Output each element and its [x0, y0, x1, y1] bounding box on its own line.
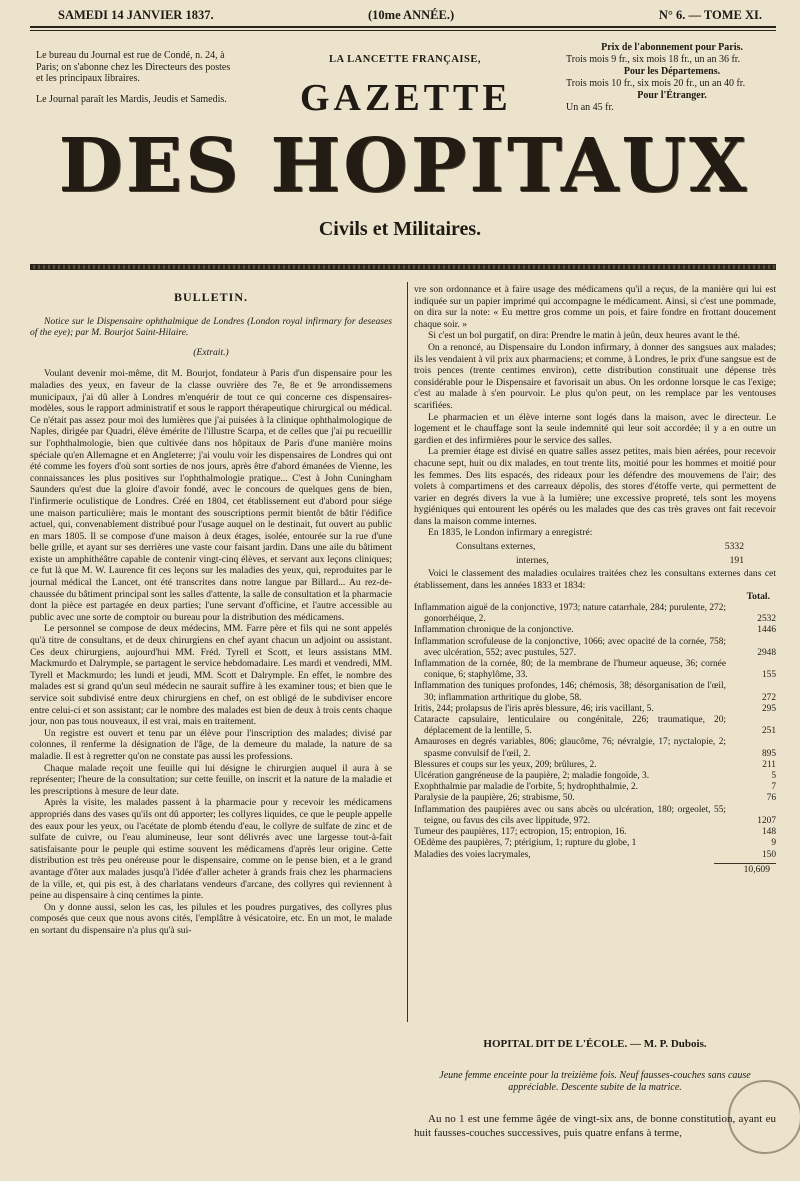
disease-label: OEdème des paupières, 7; ptérigium, 1; rupture du globe, 1 [414, 838, 637, 849]
disease-count: 251 [761, 726, 776, 737]
article-paragraph: On a renoncé, au Dispensaire du London infirmary, à donner des sangsues aux malades; ils les vendaient à vil prix aux pharmaciens; et comme, à Londres, le prix d'une sangsue est de trois pences (trente centimes environ), cette distribution constituait une dépense très considérable pour le Dispensaire et favorisait un abus. On les ordonne lorsque le cas l'exige; c'est au malade à s'en pourvoir. Le plus qu'on peut, on les remplace par les ventouses scarifiées. [414, 341, 776, 411]
article-paragraph: vre son ordonnance et à faire usage des médicamens qu'il a reçus, de la manière qui lui est indiquée sur un papier imprimé qui accompagne le médicament. Ainsi, si c'est une pommade, on dira sur la note: « Eu mettre gros comme un pois, et faire fondre en frottant doucement chaque soir. » [414, 284, 776, 330]
notice-title: Notice sur le Dispensaire ophthalmique de Londres (London royal infirmary for deseases of the eye); par M. Bourjot Saint-Hilaire. [30, 315, 392, 339]
extrait-label: (Extrait.) [193, 346, 229, 358]
disease-label: Inflammation chronique de la conjonctive. [414, 625, 574, 636]
disease-count: 211 [762, 759, 776, 770]
price-paris-heading: Prix de l'abonnement pour Paris. [601, 42, 743, 53]
disease-label: Ulcération gangréneuse de la paupière, 2; maladie fongoïde, 3. [414, 771, 650, 782]
table-row [414, 827, 776, 838]
table-row [414, 603, 776, 625]
publication-days: Le Journal paraît les Mardis, Jeudis et Samedis. [36, 93, 227, 105]
table-row [414, 737, 776, 759]
office-info [36, 50, 232, 114]
newspaper-title: DES HOPITAUX [58, 123, 750, 209]
disease-label: Iritis, 244; prolapsus de l'iris après blessure, 46; iris vacillant, 5. [414, 703, 654, 714]
disease-count: 272 [761, 692, 776, 703]
internes-label: internes, [516, 554, 549, 566]
disease-count: 5 [771, 771, 776, 782]
disease-label: Inflammation aiguë de la conjonctive, 1973; nature catarrhale, 284; purulente, 272; gonorrhéique, 2. [414, 603, 726, 625]
table-row [414, 625, 776, 636]
table-row [414, 681, 776, 703]
registration-table [414, 539, 776, 568]
hopital-subheading: Jeune femme enceinte pour la treizième fois. Neuf fausses-couches sans cause appréciable. Descente subite de la matrice. [439, 1070, 751, 1093]
article-paragraph: Le personnel se compose de deux médecins, MM. Farre père et fils qui ne sont appelés qu'à titre de consultans, et de deux chirurgiens en chef ayant chacun un adjoint ou assistant. Ces deux chirurgiens, aujourd'hui MM. Fréd. Tyrell et Scott, et leurs assistans MM. Mackmurdo et Dalrymple, se partagent le service hebdomadaire. Les mardi et vendredi, MM. Tyrell et Mackmurdo; les lundi et jeudi, MM. Scott et Dalrymple. En effet, le nombre des malades est si grand qu'un seul médecin ne saurait suffire à les examiner tous; et bien que le service soit subdivisé entre deux chirurgiens en chef, on est obligé de le subdiviser encore entre celui-ci et son assistant; car le nombre des malades est bien de deux à trois cents chaque jour, non pas tous nouveaux, il est vrai, mais en traitement. [30, 623, 392, 728]
article-paragraph: Le pharmacien et un élève interne sont logés dans la maison, avec le directeur. Le logement et le chauffage sont la seule indemnité qui leur soit accordée; il y a en outre un gardien et des infirmières pour le service des salles. [414, 411, 776, 446]
disease-count: 76 [766, 793, 776, 804]
disease-label: Amauroses en degrés variables, 806; glaucôme, 76; névralgie, 17; nyctalopie, 2; spasme convulsif de l'œil, 2. [414, 737, 726, 759]
price-etranger: Un an 45 fr. [566, 102, 614, 113]
dateline [30, 6, 770, 26]
disease-count: 295 [761, 703, 776, 714]
hopital-text [414, 1112, 776, 1140]
disease-count: 155 [761, 670, 776, 681]
article-paragraph: Voici le classement des maladies oculaires traitées chez les consultans externes dans cet établissement, dans les années 1833 et 1834: [414, 568, 776, 591]
table-row [416, 541, 774, 553]
disease-label: Paralysie de la paupière, 26; strabisme, 50. [414, 793, 575, 804]
article-paragraph: En 1835, le London infirmary a enregistré: [428, 527, 593, 539]
table-row [414, 760, 776, 771]
table-row [414, 850, 776, 861]
left-column [30, 284, 392, 936]
consultans-externes-value: 5332 [724, 541, 744, 553]
article-paragraph: Chaque malade reçoit une feuille qui lui désigne le chirurgien auquel il aura à se représenter; l'heure de la consultation; sur cette feuille, on inscrit et la nature de la maladie et les prescriptions à mesure de leur date. [30, 762, 392, 797]
library-stamp [728, 1080, 800, 1154]
issue-year: (10me ANNÉE.) [368, 8, 455, 22]
article-paragraph: Après la visite, les malades passent à la pharmacie pour y recevoir les médicamens appropriés dans des vases qu'ils ont dû apporter; les collyres liquides, ce que le peuple appelle des eaux pour les yeux, ou l'acétate de plomb étendu d'eau, le collyre de sulfate de zinc et de sulfate de cuivre, ou l'eau alumineuse, leur sont délivrés avec une largesse tout-à-fait satisfaisante pour le peuple qui estime souvent les médicamens d'après leur origine. Cette distribution est très peu onéreuse pour le dispensaire, comme on le pense bien, et a le grand avantage d'ôter aux malades jusqu'à l'idée d'aller acheter à grands frais chez les pharmaciens de la ville, et, qui pis est, à des charlatans vendeurs d'arcane, des collyres qui reviennent à peine au dispensaire à cinq centimes la pinte. [30, 797, 392, 902]
hopital-heading: HOPITAL DIT DE L'ÉCOLE. — M. P. Dubois. [483, 1038, 707, 1050]
column-divider [407, 282, 408, 1022]
price-etranger-heading: Pour l'Étranger. [637, 90, 707, 101]
disease-label: Blessures et coups sur les yeux, 209; brûlures, 2. [414, 759, 597, 770]
disease-label: Inflammation des tuniques profondes, 146; chémosis, 38; désorganisation de l'œil, 30; inflammation arthritique du globe, 58. [414, 681, 726, 703]
disease-count: 148 [761, 827, 776, 838]
table-row [414, 637, 776, 659]
disease-count: 1207 [757, 815, 776, 826]
article-paragraph: Voulant devenir moi-même, dit M. Bourjot, fondateur à Paris d'un dispensaire pour les maladies des yeux, en faveur de la classe ouvrière des 7e, 8e et 9e arrondissemens municipaux, j'ai dû aller à Londres m'enquérir de tout ce qui concerne ces dispensaires-modèles, sous le rapport administratif et sous le rapport thérapeutique chirurgical ou médical. Ce n'était pas assez pour moi des lumières que j'ai puisées à la clinique ophthalmologique de Naples, dirigée par Quadri, élève émérite de l'illustre Scarpa, et de celles que j'ai pu recueillir sur l'ophthalmologie, bien que cultivée dans nos hôpitaux de Paris d'une manière moins spéciale qu'en Allemagne et en Angleterre; j'ai voulu voir les dispensaires de Londres qui ont été comme les foyers d'où sont sorties de nos jours, après être d'abord émanées de Vienne, les connaissances les plus positives sur l'ophthalmologie pratique... C'est à John Cuningham Saunders qu'est due la gloire d'avoir fondé, avec le concours de quelques gens de bien, l'infirmerie oculistique de Londres. Créé en 1804, cet établissement eut d'abord pour siége une maison particulière; mais le montant des souscriptions permit bientôt de bâtir l'édifice actuel, qui, convenablement distribué pour l'usage auquel on le destinait, fut ouvert au public en mars 1805. Il se compose d'une maison à deux étages, isolée, entourée sur la rue d'une belle grille, et ayant sur ses derrières une vaste cour faisant jardin. Dans une aile du bâtiment existe un amphithéâtre capable de contenir vingt-cinq élèves, et servant aux leçons cliniques; ce fut là que M. W. Laurence fit ces leçons sur les maladies des yeux, qui, reproduites par le journal médical the Lancet, ont été transcrites dans notre langue par Billard... Au rez-de-chaussée du bâtiment principal sont les salles d'attente, la salle de consultation et la pharmacie dont la pièce est partagée en deux parties; l'une servant d'officine, et l'autre accessible au public avec une sorte de comptoir ou bureau pour la distribution des médicamens. [30, 368, 392, 623]
lancette-heading: LA LANCETTE FRANÇAISE, [329, 54, 481, 65]
disease-count: 1446 [757, 625, 776, 636]
disease-label: Cataracte capsulaire, lenticulaire ou congénitale, 226; traumatique, 20; déplacement de la lentille, 5. [414, 715, 726, 737]
consultans-externes-label: Consultans externes, [456, 541, 536, 553]
table-row [414, 715, 776, 737]
disease-count: 7 [771, 782, 776, 793]
table-row [414, 793, 776, 804]
issue-number: N° 6. — TOME XI. [658, 8, 762, 22]
article-paragraph: Un registre est ouvert et tenu par un élève pour l'inscription des malades; divisé par colonnes, il renferme la désignation de l'âge, de la demeure du malade, la nature de sa maladie. Il est à regretter qu'on ne constate pas aussi les professions. [30, 727, 392, 762]
disease-count: 895 [761, 748, 776, 759]
article-paragraph: On y donne aussi, selon les cas, les pilules et les poudres purgatives, des collyres plus composés que ceux que nous avons cités, l'emplâtre à vésicatoire, etc. En un mot, le malade en sortant du dispensaire n'a plus qu'à sui- [30, 901, 392, 936]
gazette-word: GAZETTE [300, 77, 512, 119]
table-row [414, 805, 776, 827]
disease-stats-table [414, 603, 776, 861]
disease-count: 2532 [757, 614, 776, 625]
article-paragraph: Au no 1 est une femme âgée de vingt-six ans, de bonne constitution, ayant eu huit fausses-couches successives, puis quatre enfans à terme, [414, 1113, 776, 1139]
table-row [414, 838, 776, 849]
disease-count: 2948 [757, 647, 776, 658]
disease-label: Inflammation scrofuleuse de la conjonctive, 1066; avec opacité de la cornée, 758; avec ulcération, 552; avec pustules, 527. [414, 636, 726, 658]
table-row [414, 704, 776, 715]
disease-label: Maladies des voies lacrymales, [414, 849, 531, 860]
grand-total: 10,609 [714, 863, 776, 876]
bulletin-heading: BULLETIN. [173, 290, 249, 304]
table-row [414, 771, 776, 782]
right-column [414, 284, 776, 875]
price-paris: Trois mois 9 fr., six mois 18 fr., un an 36 fr. [566, 54, 741, 65]
total-heading: Total. [746, 591, 770, 603]
masthead-rule [30, 264, 776, 270]
subscription-prices [566, 42, 778, 114]
top-rule [30, 26, 776, 31]
table-row [414, 782, 776, 793]
internes-value: 191 [729, 554, 744, 566]
article-paragraph: Si c'est un bol purgatif, on dira: Prendre le matin à jeûn, deux heures avant le thé. [428, 330, 740, 342]
disease-label: Inflammation des paupières avec ou sans abcès ou ulcération, 180; orgeolet, 55; teigne, ou favus des cils avec lippitude, 972. [414, 804, 726, 826]
table-row [416, 555, 774, 567]
disease-count: 150 [761, 849, 776, 860]
price-dept: Trois mois 10 fr., six mois 20 fr., un an 40 fr. [566, 78, 746, 89]
disease-label: Inflammation de la cornée, 80; de la membrane de l'humeur aqueuse, 36; cornée conique, 6; staphylôme, 33. [414, 659, 726, 681]
article-paragraph: La premier étage est divisé en quatre salles assez petites, mais bien aérées, pour recevoir chacune sept, huit ou dix malades, en tout trente lits, moitié pour les hommes et moitié pour les femmes. Des lits espacés, des rideaux pour les défendre des mouvemens de l'air; des volets à compartimens et des carreaux dépolis, des stores d'étoffe verte, qui permettent de varier en degrés divers la vue à la lumière; une excessive propreté, tels sont les moyens hygiéniques qui entourent les opérés ou les malades que des cas très graves ont fait recevoir dans la maison comme internes. [414, 446, 776, 527]
price-dept-heading: Pour les Départemens. [623, 66, 721, 77]
newspaper-subtitle: Civils et Militaires. [318, 218, 482, 240]
disease-count: 9 [771, 838, 776, 849]
disease-label: Exophthalmie par maladie de l'orbite, 5; hydrophthalmie, 2. [414, 782, 639, 793]
table-row [414, 659, 776, 681]
issue-date: SAMEDI 14 JANVIER 1837. [58, 8, 214, 22]
office-address: Le bureau du Journal est rue de Condé, n. 24, à Paris; on s'abonne chez les Directeurs des postes et les principaux libraires. [36, 50, 231, 84]
disease-label: Tumeur des paupières, 117; ectropion, 15; entropion, 16. [414, 827, 627, 838]
